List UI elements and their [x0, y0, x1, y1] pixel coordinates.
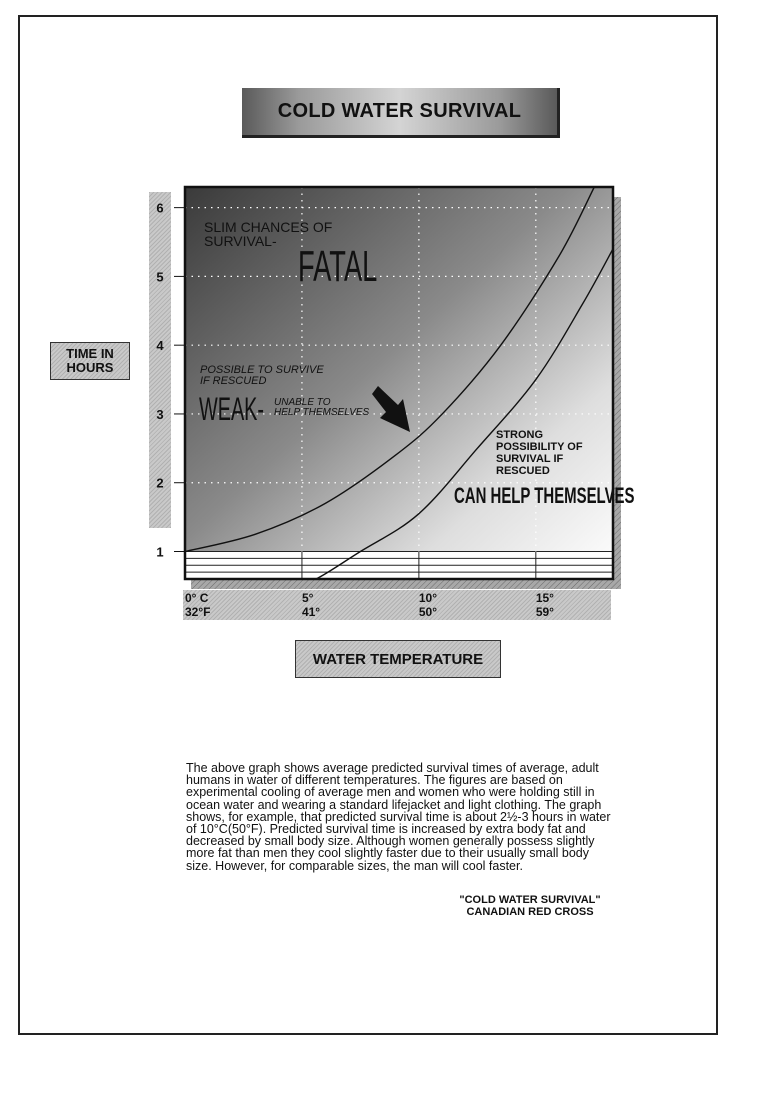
annotation-fatal: FATAL: [298, 241, 378, 291]
y-tick-label: 4: [156, 338, 164, 354]
y-tick-label: 6: [156, 200, 164, 216]
annotation-weak: WEAK-: [199, 391, 265, 428]
unable-line-2: HELP THEMSELVES: [274, 407, 370, 418]
possible-line-2: IF RESCUED: [200, 375, 267, 387]
strong-line-2: POSSIBILITY OF: [496, 441, 583, 453]
x-tick-label-f: 41°: [301, 605, 321, 619]
x-axis-label-box: [295, 640, 501, 678]
strong-line-3: SURVIVAL IF: [496, 453, 564, 465]
x-tick-label-f: 59°: [535, 605, 554, 619]
strong-line-4: RESCUED: [496, 465, 550, 477]
y-tick-label: 2: [156, 475, 164, 491]
unable-line-1: UNABLE TO: [274, 397, 331, 408]
x-axis-label: WATER TEMPERATURE: [312, 650, 484, 668]
slim-line-2: SURVIVAL-: [204, 233, 277, 249]
y-axis-label: TIME IN HOURS: [66, 346, 114, 375]
caption-source: [440, 894, 620, 918]
x-tick-label-c: 0° C: [185, 591, 209, 605]
chart-title: COLD WATER SURVIVAL: [277, 100, 522, 122]
source-line-2: CANADIAN RED CROSS: [466, 906, 594, 918]
y-ticks: [174, 208, 185, 552]
lower-grid: [185, 551, 613, 579]
strong-line-1: STRONG: [496, 429, 544, 441]
annotation-can-help: CAN HELP THEMSELVES: [454, 483, 635, 508]
x-tick-label-c: 5°: [301, 591, 314, 605]
x-tick-label-f: 32°F: [185, 605, 211, 619]
y-tick-labels: [156, 201, 164, 560]
possible-line-1: POSSIBLE TO SURVIVE: [200, 364, 324, 376]
slim-line-1: SLIM CHANCES OF: [204, 219, 333, 235]
caption-paragraph: The above graph shows average predicted survival times of average, adult humans in water of different temperatures. The figures are based on experimental cooling of average men and women who were holding still in ocean water and wearing a standard lifejacket and light clothing. The graph shows, for example, that predicted survival time is about 2½-3 hours in water of 10°C(50°F). Predicted survival time is increased by extra body fat and decreased by small body size. Although women generally possess slightly more fat than men they cool slightly faster due to their usually small body size. However, for comparable sizes, the man will cool faster.: [186, 761, 611, 873]
y-tick-label: 5: [156, 269, 164, 285]
x-tick-labels: [185, 591, 554, 619]
x-tick-label-f: 50°: [418, 605, 438, 619]
x-tick-label-c: 15°: [535, 591, 554, 605]
y-tick-label: 1: [156, 544, 164, 560]
x-tick-label-c: 10°: [418, 591, 438, 605]
y-tick-label: 3: [156, 406, 164, 422]
source-line-1: "COLD WATER SURVIVAL": [459, 894, 601, 906]
